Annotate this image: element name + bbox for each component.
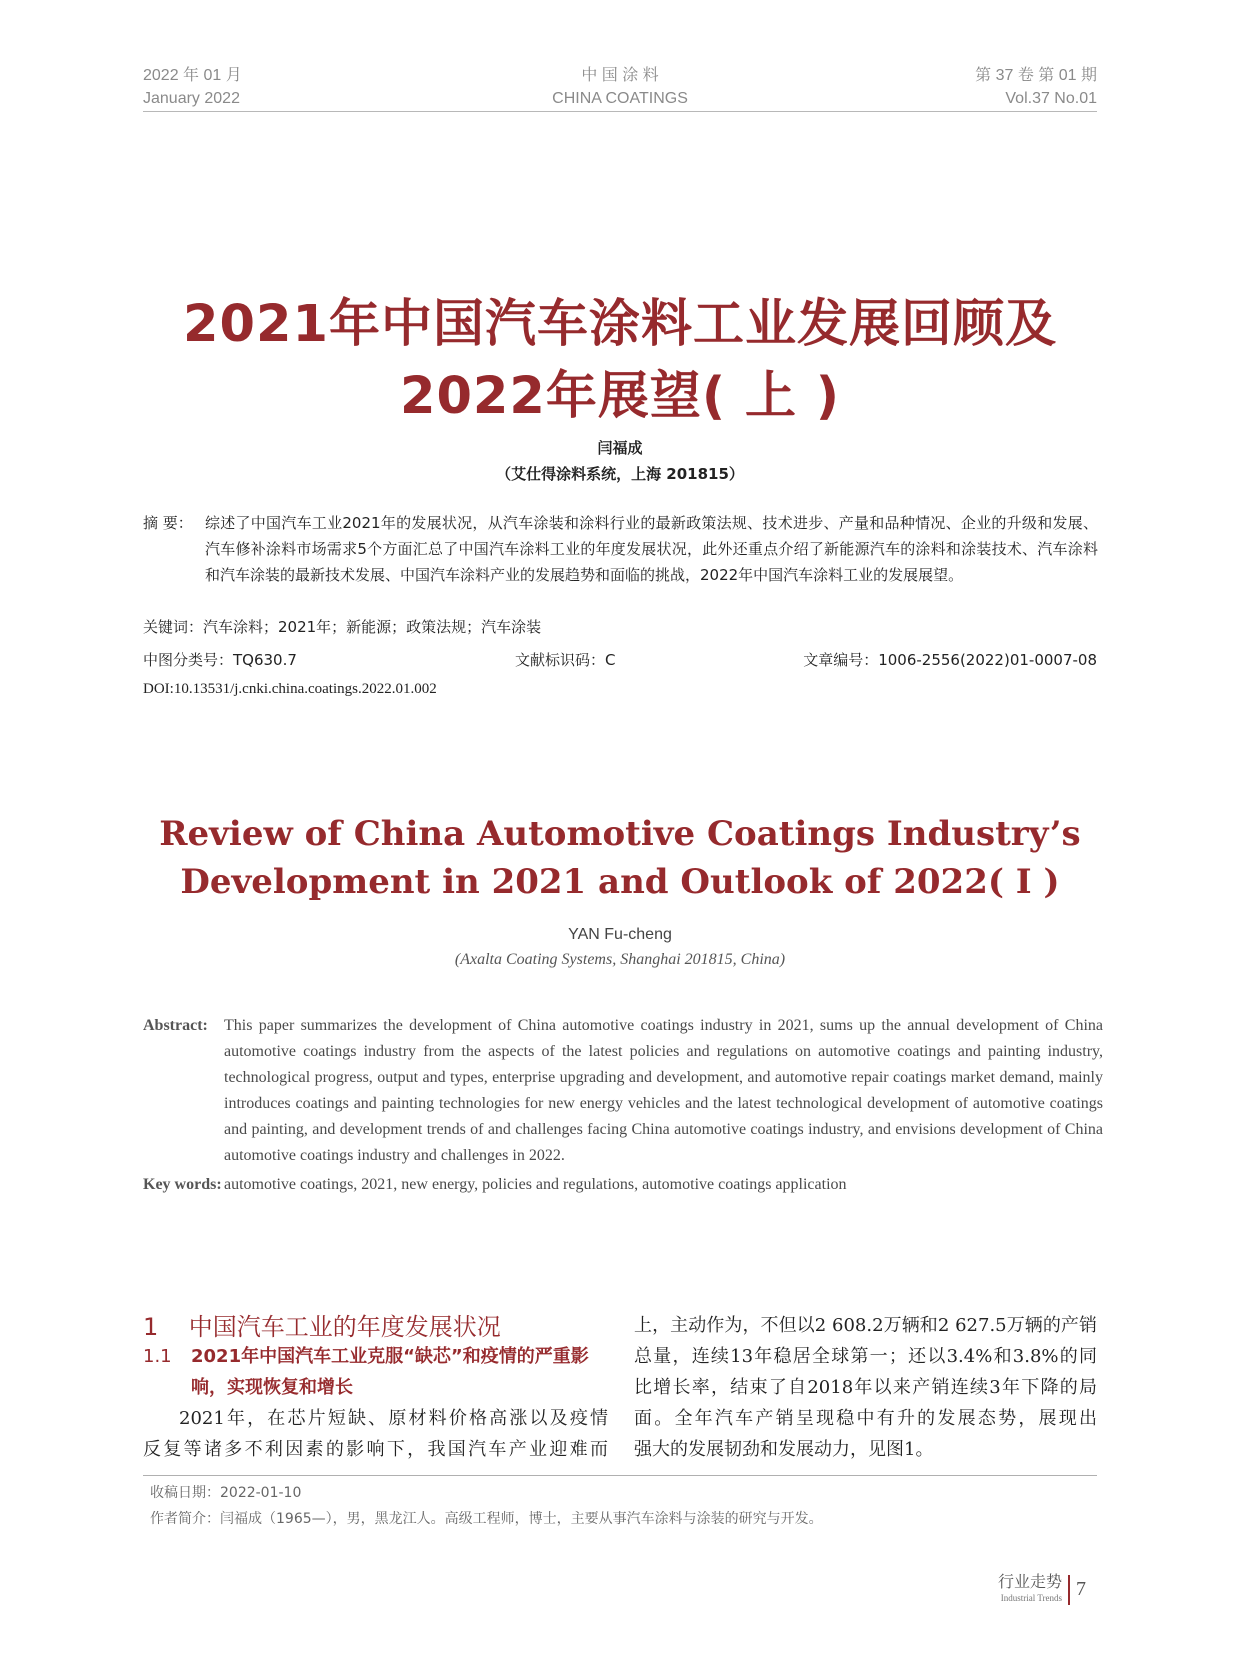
section-1-1-number: 1.1 xyxy=(143,1346,172,1367)
section-1-heading: 1 中国汽车工业的年度发展状况 xyxy=(143,1313,501,1341)
section-1-1-heading xyxy=(143,1341,613,1403)
body-right-line: 强大的发展韧劲和发展动力，见图1。 xyxy=(634,1439,934,1460)
body-left-line: 反复等诸多不利因素的影响下，我国汽车产业迎难而 xyxy=(143,1439,608,1460)
document-code: 文献标识码：C xyxy=(515,651,616,669)
affiliation-cn: （艾仕得涂料系统，上海 201815） xyxy=(496,465,744,483)
abstract-cn-text: 综述了中国汽车工业2021年的发展状况，从汽车涂装和涂料行业的最新政策法规、技术进步、产量和品种情况、企业的升级和发展、汽车修补涂料市场需求5个方面汇总了中国汽车涂料工业的年度发展状况，此外还重点介绍了新能源汽车的涂料和涂装技术、汽车涂料和汽车涂装的最新技术发展、中国汽车涂料产业的发展趋势和面临的挑战，2022年中国汽车涂料工业的发展展望。 xyxy=(205,514,1098,584)
title-cn-line2: 2022年展望( 上 ) xyxy=(399,367,841,426)
header-vol-en: Vol.37 No.01 xyxy=(1005,90,1097,107)
keywords-en xyxy=(143,1172,1103,1198)
body-right-line: 面。全年汽车产销呈现稳中有升的发展态势，展现出 xyxy=(634,1408,1097,1429)
header-vol-cn: 第 37 卷 第 01 期 xyxy=(975,67,1097,84)
abstract-cn xyxy=(143,510,1098,588)
abstract-cn-label: 摘 要： xyxy=(143,514,193,532)
body-left-line: 2021年，在芯片短缺、原材料价格高涨以及疫情 xyxy=(179,1408,608,1429)
body-right-column xyxy=(634,1310,1097,1465)
header-rule xyxy=(143,111,1097,112)
title-cn-line1: 2021年中国汽车涂料工业发展回顾及 xyxy=(183,295,1057,354)
footer-section-cn: 行业走势 xyxy=(997,1572,1062,1591)
article-number: 文章编号：1006-2556(2022)01-0007-08 xyxy=(803,651,1097,669)
received-date: 收稿日期：2022-01-10 xyxy=(150,1485,302,1501)
author-bio: 作者简介：闫福成（1965—），男，黑龙江人。高级工程师，博士，主要从事汽车涂料与涂装的研究与开发。 xyxy=(150,1511,823,1527)
abstract-en-text: This paper summarizes the development of China automotive coatings industry in 2021, sums up the annual development of China automotive coatings industry from the aspects of the latest policies and regulations on automotive coatings and painting industry, technological progress, output and types, enterprise upgrading and development, and automotive repair coatings market demand, mainly introduces coatings and painting technologies for new energy vehicles and the latest technological development of automotive coatings and painting, and development trends of and challenges facing China automotive coatings industry, and envisions development of China automotive coatings industry and challenges in 2022. xyxy=(224,1017,1103,1164)
keywords-en-label: Key words: xyxy=(143,1176,222,1193)
keywords-cn: 关键词：汽车涂料；2021年；新能源；政策法规；汽车涂装 xyxy=(143,618,542,636)
footer-section-en: Industrial Trends xyxy=(1000,1593,1062,1603)
body-right-line: 总量，连续13年稳居全球第一；还以3.4%和3.8%的同 xyxy=(634,1346,1097,1367)
header-date-en: January 2022 xyxy=(143,90,240,107)
author-en: YAN Fu-cheng xyxy=(568,926,672,943)
doi: DOI:10.13531/j.cnki.china.coatings.2022.01.002 xyxy=(143,681,437,697)
footer-divider xyxy=(1068,1575,1070,1605)
body-right-line: 上，主动作为，不但以2 608.2万辆和2 627.5万辆的产销 xyxy=(634,1315,1097,1336)
abstract-en xyxy=(143,1013,1103,1169)
header-journal-cn: 中 国 涂 料 xyxy=(581,67,659,84)
header-date-cn: 2022 年 01 月 xyxy=(143,67,242,84)
affiliation-en: (Axalta Coating Systems, Shanghai 201815, China) xyxy=(454,951,786,968)
keywords-en-text: automotive coatings, 2021, new energy, policies and regulations, automotive coatings application xyxy=(224,1176,847,1193)
section-1-1-title: 2021年中国汽车工业克服“缺芯”和疫情的严重影响，实现恢复和增长 xyxy=(191,1346,589,1398)
author-cn: 闫福成 xyxy=(597,439,643,457)
page-number: 7 xyxy=(1076,1578,1086,1600)
title-en-line2: Development in 2021 and Outlook of 2022( Ⅰ ) xyxy=(180,862,1060,902)
clc-number: 中图分类号：TQ630.7 xyxy=(143,651,297,669)
header-journal-en: CHINA COATINGS xyxy=(552,90,688,107)
abstract-en-label: Abstract: xyxy=(143,1017,208,1034)
header-volume xyxy=(975,64,1097,110)
title-en-line1: Review of China Automotive Coatings Industry’s xyxy=(159,814,1081,854)
footer-section xyxy=(998,1572,1062,1604)
body-right-line: 比增长率，结束了自2018年以来产销连续3年下降的局 xyxy=(634,1377,1097,1398)
body-left-column xyxy=(143,1403,608,1465)
footnote-rule xyxy=(143,1475,1097,1476)
